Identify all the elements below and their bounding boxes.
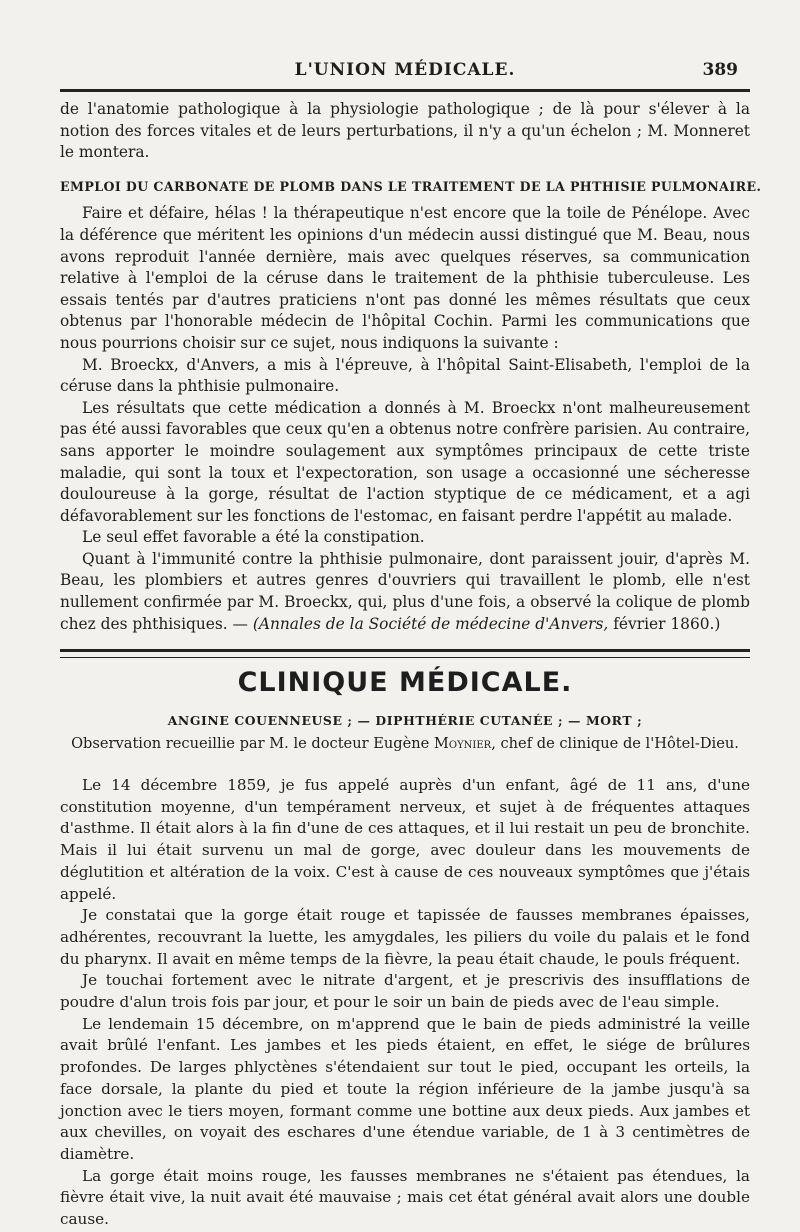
paragraph: Faire et défaire, hélas ! la thérapeutique n'est encore que la toile de Pénélope. Avec la déférence que méritent les opinions d'un médecin aussi distingué que M. Beau, nous avons reproduit l'année dernière, mais avec quelques réserves, sa communication relative à l'emploi de la céruse dans le traitement de la phthisie tuberculeuse. Les essais tentés par d'autres praticiens n'ont pas donné les mêmes résultats que ceux obtenus par l'honorable médecin de l'hôpital Cochin. Parmi les communications que nous pourrions choisir sur ce sujet, nous indiquons la suivante : (60, 204, 750, 352)
paragraph: Le seul effet favorable a été la constipation. (82, 528, 425, 547)
paragraph (60, 549, 750, 635)
paragraph: Je touchai fortement avec le nitrate d'argent, et je prescrivis des insufflations de poudre d'alun trois fois par jour, et pour le soir un bain de pieds avec de l'eau simple. (60, 971, 750, 1012)
paragraph: La gorge était moins rouge, les fausses membranes ne s'étaient pas étendues, la fièvre était vive, la nuit avait été mauvaise ; mais cet état général avait alors une double cause. (60, 1166, 750, 1229)
section-rule (60, 649, 750, 658)
paragraph: Le 14 décembre 1859, je fus appelé auprès d'un enfant, âgé de 11 ans, d'une constitution moyenne, d'un tempérament nerveux, et sujet à de fréquentes attaques d'asthme. Il était alors à la fin d'une de ces attaques, et il lui restait un peu de bronchite. Mais il lui était survenu un mal de gorge, avec douleur dans les mouvements de déglutition et altération de la voix. C'est à cause de ces nouveaux symptômes que j'étais appelé. (60, 776, 750, 903)
article-heading: EMPLOI DU CARBONATE DE PLOMB DANS LE TRAITEMENT DE LA PHTHISIE PULMONAIRE. (60, 178, 762, 194)
byline-text: , chef de clinique de l'Hôtel-Dieu. (491, 735, 739, 753)
case-subheading: ANGINE COUENNEUSE ; — DIPHTHÉRIE CUTANÉE ; — MORT ; (167, 712, 643, 728)
paragraph: Le lendemain 15 décembre, on m'apprend que le bain de pieds administré la veille avait brûlé l'enfant. Les jambes et les pieds étaient, en effet, le siége de brûlures profondes. De larges phlyctènes s'étendaient sur tout le pied, occupant les orteils, la face dorsale, la plante du pied et toute la région inférieure de la jambe jusqu'à sa jonction avec le tiers moyen, formant comme une bottine aux deux pieds. Aux jambes et aux chevilles, on voyait des eschares d'une étendue variable, de 1 à 3 centimètres de diamètre. (60, 1014, 750, 1163)
observation-byline (60, 733, 750, 755)
header-rule (60, 89, 750, 92)
source-citation: (Annales de la Société de médecine d'Anvers, (252, 614, 609, 633)
paragraph-text: Quant à l'immunité contre la phthisie pulmonaire, dont paraissent jouir, d'après M. Beau, les plombiers et autres genres d'ouvriers qui travaillent le plomb, elle n'est nullement confirmée par M. Broeckx, qui, plus d'une fois, a observé la colique de plomb chez des phthisiques. — (60, 549, 750, 633)
intro-paragraph: de l'anatomie pathologique à la physiologie pathologique ; de là pour s'élever à la notion des forces vitales et de leurs perturbations, il n'y a qu'un échelon ; M. Monneret le montera. (60, 100, 750, 162)
paragraph: Les résultats que cette médication a donnés à M. Broeckx n'ont malheureusement pas été aussi favorables que ceux qu'en a obtenus notre confrère parisien. Au contraire, sans apporter le moindre soulagement aux symptômes principaux de cette triste maladie, qui sont la toux et l'expectoration, son usage a occasionné une sécheresse douloureuse à la gorge, résultat de l'action styptique de ce médicament, et a agi défavorablement sur les fonctions de l'estomac, en faisant perdre l'appétit au malade. (60, 398, 750, 525)
author-name: Moynier (433, 735, 492, 753)
paragraph: Je constatai que la gorge était rouge et tapissée de fausses membranes épaisses, adhérentes, recouvrant la luette, les amygdales, les piliers du voile du palais et le fond du pharynx. Il avait en même temps de la fièvre, la peau était chaude, le pouls fréquent. (60, 906, 750, 968)
running-header (60, 58, 750, 86)
body-text (60, 99, 762, 1231)
section-title: CLINIQUE MÉDICALE. (237, 667, 573, 699)
source-date: février 1860.) (613, 614, 721, 633)
byline-text: Observation recueillie par M. le docteur Eugène (71, 735, 430, 753)
paragraph: M. Broeckx, d'Anvers, a mis à l'épreuve, à l'hôpital Saint-Elisabeth, l'emploi de la céruse dans la phthisie pulmonaire. (60, 355, 750, 396)
page-number: 389 (702, 60, 738, 80)
journal-title: L'UNION MÉDICALE. (294, 60, 516, 80)
